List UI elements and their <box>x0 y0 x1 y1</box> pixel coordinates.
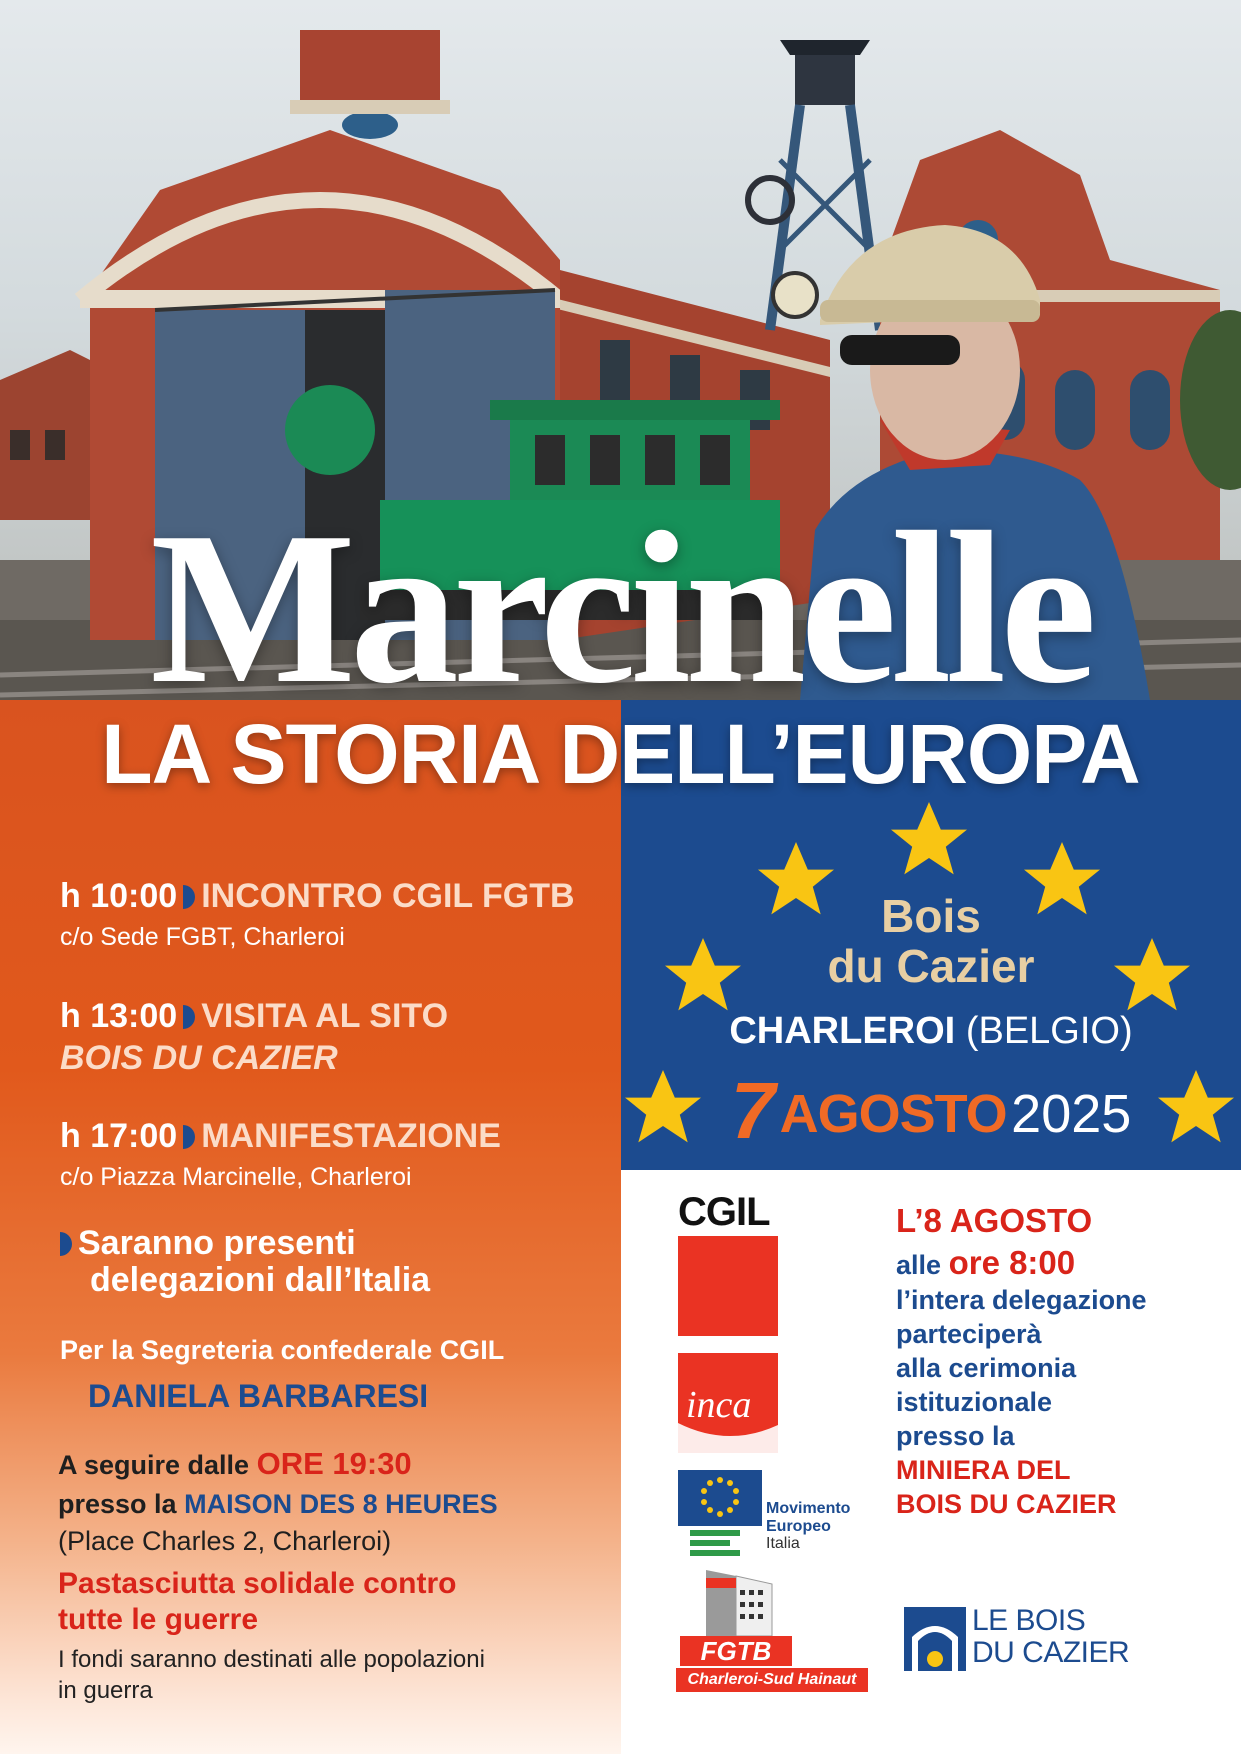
schedule-hour: h 13:00 <box>60 997 178 1035</box>
schedule-item <box>60 878 620 952</box>
schedule-activity: VISITA AL SITO <box>201 997 449 1035</box>
schedule-location: c/o Piazza Marcinelle, Charleroi <box>60 1163 412 1192</box>
delegations-line: delegazioni dall’Italia <box>90 1261 431 1300</box>
cgil-logo-square <box>678 1236 778 1336</box>
bois-du-cazier-logo-icon <box>904 1607 966 1671</box>
evening-event <box>58 1443 618 1707</box>
cgil-logo: CGIL <box>678 1190 770 1234</box>
secretary-name: DANIELA BARBARESI <box>88 1378 429 1414</box>
evening-at-label: presso la <box>58 1488 177 1519</box>
ceremony-time: ore 8:00 <box>948 1243 1076 1281</box>
bullet-icon <box>60 1232 72 1256</box>
evening-time: ORE 19:30 <box>256 1446 412 1481</box>
schedule-item <box>60 1118 620 1192</box>
site-city: CHARLEROI (BELGIO) <box>729 1010 1133 1052</box>
schedule-hour: h 17:00 <box>60 1117 178 1155</box>
event-date: 7 AGOSTO 2025 <box>730 1066 1132 1155</box>
bullet-icon <box>183 1005 195 1029</box>
movimento-europeo-text: Movimento Europeo Italia <box>766 1500 851 1553</box>
delegations-line: Saranno presenti <box>78 1224 356 1262</box>
fgtb-building-icon <box>676 1570 796 1636</box>
star-icon <box>891 802 967 874</box>
page-subtitle: LA STORIA DELL’EUROPA <box>101 707 1140 801</box>
ceremony-note: L’8 AGOSTO alle ore 8:00 l’intera delegazione parteciperà alla cerimonia istituzionale presso la MINIERA DEL BOIS DU CAZIER <box>896 1202 1147 1520</box>
schedule-hour: h 10:00 <box>60 877 178 915</box>
schedule-item <box>60 998 620 1078</box>
ceremony-date: 8 AGOSTO <box>923 1202 1093 1239</box>
bois-du-cazier-logo-text: LE BOIS DU CAZIER <box>972 1604 1130 1669</box>
evening-venue: MAISON DES 8 HEURES <box>184 1488 498 1519</box>
schedule-activity: INCONTRO CGIL FGTB <box>201 877 575 915</box>
evening-address: (Place Charles 2, Charleroi) <box>58 1526 392 1557</box>
funds-note: I fondi saranno destinati alle popolazioni in guerra <box>58 1646 485 1705</box>
schedule-location: c/o Sede FGBT, Charleroi <box>60 923 345 952</box>
movimento-europeo-logo <box>678 1470 762 1556</box>
page-title: Marcinelle <box>150 488 1091 729</box>
site-name: Bois du Cazier <box>827 890 1035 992</box>
bullet-icon <box>183 885 195 909</box>
schedule-location: BOIS DU CAZIER <box>60 1039 338 1078</box>
evening-title: Pastasciutta solidale contro tutte le guerre <box>58 1567 457 1637</box>
delegations-note <box>60 1225 430 1300</box>
fgtb-subtitle: Charleroi-Sud Hainaut <box>676 1668 868 1692</box>
inca-logo: inca <box>678 1353 778 1453</box>
schedule-activity: MANIFESTAZIONE <box>201 1117 501 1155</box>
evening-intro: A seguire dalle <box>58 1450 250 1480</box>
fgtb-logo: FGTB <box>680 1636 792 1666</box>
bullet-icon <box>183 1125 195 1149</box>
secretary-label: Per la Segreteria confederale CGIL <box>60 1335 505 1365</box>
